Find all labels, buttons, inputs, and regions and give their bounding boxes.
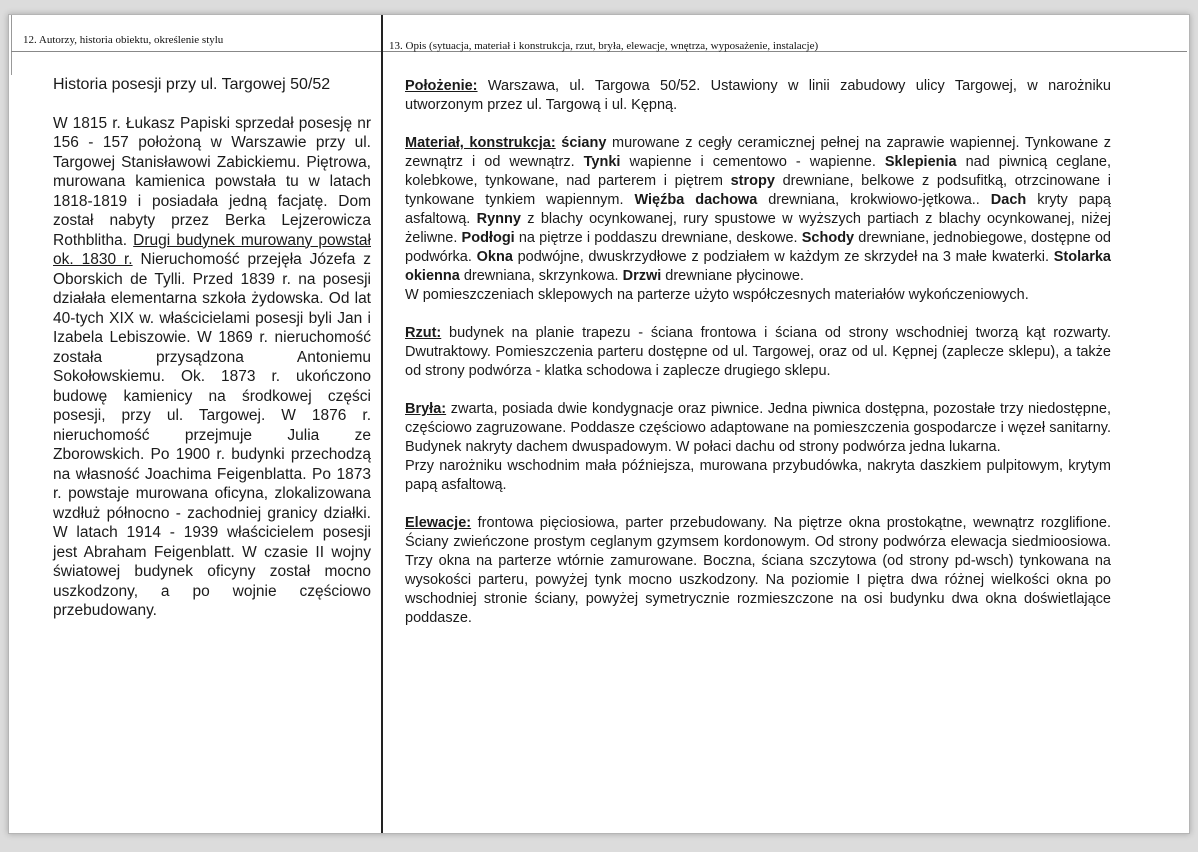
kw-dach: Dach bbox=[990, 192, 1027, 208]
margin-rule bbox=[11, 15, 12, 75]
history-text-2: Nieruchomość przejęła Józefa z Oborskich de Tylli. Przed 1839 r. na posesji działała elementarna szkoła żydowska. Od lat 40-tych XIX w. właścicielami posesji byli Jan i Izabela Lebiszowie. W 1869 r. nieruchomość została przysądzona Antoniemu Sokołowskiemu. Ok. 1873 r. ukończono budowę kamienicy na środkowej części posesji, przy ul. Targowej. W 1876 r. nieruchomość przejmuje Julia ze Zborowskich. Po 1900 r. budynki przechodzą na własność Joachima Feigenblatta. Po 1873 r. powstaje murowana oficyna, zlokalizowana wzdłuż północno - zachodniej granicy działki. W latach 1914 - 1939 właścicielem posesji jest Abraham Feigenblatt. W czasie II wojny światowej budynek oficyny został mocno uszkodzony, a po wojnie częściowo przebudowany. bbox=[53, 251, 371, 619]
kw-stropy: stropy bbox=[730, 173, 775, 189]
section-bryla bbox=[405, 400, 1111, 495]
description-column bbox=[405, 77, 1111, 647]
material-title: Materiał, konstrukcja: bbox=[405, 135, 556, 151]
section-elewacje bbox=[405, 514, 1111, 628]
kw-sciany: ściany bbox=[561, 135, 607, 151]
history-title: Historia posesji przy ul. Targowej 50/52 bbox=[53, 76, 331, 93]
material-extra: W pomieszczeniach sklepowych na parterze użyto współczesnych materiałów wykończeniowych. bbox=[405, 287, 1029, 303]
material-text: podwójne, dwuskrzydłowe z podziałem w każdym ze skrzydeł na 3 małe kwaterki. bbox=[512, 249, 1054, 265]
kw-wiezba: Więźba dachowa bbox=[634, 192, 758, 208]
section-polozenie bbox=[405, 77, 1111, 115]
field-label-12: 12. Autorzy, historia obiektu, określenie stylu bbox=[23, 34, 224, 46]
bryla-title: Bryła: bbox=[405, 401, 447, 417]
bryla-text-2: Przy narożniku wschodnim mała późniejsza, murowana przybudówka, nakryta daszkiem pulpitowym, krytym papą asfaltową. bbox=[405, 458, 1111, 493]
material-text: drewniane, belkowe z podsufitką, otrzcinowane i tynkowane tynkiem wapiennym. bbox=[405, 173, 1111, 208]
history-body bbox=[53, 114, 371, 621]
material-text: drewniane, jednobiegowe, dostępne od podwórka. bbox=[405, 230, 1111, 265]
material-text: drewniane płycinowe. bbox=[661, 268, 804, 284]
polozenie-title: Położenie: bbox=[405, 78, 478, 94]
material-text: wapienne i cementowo - wapienne. bbox=[620, 154, 885, 170]
rzut-title: Rzut: bbox=[405, 325, 442, 341]
field-label-13: 13. Opis (sytuacja, materiał i konstrukcja, rzut, bryła, elewacje, wnętrza, wyposażenie, instalacje) bbox=[389, 40, 819, 52]
column-divider bbox=[381, 15, 383, 833]
kw-drzwi: Drzwi bbox=[622, 268, 662, 284]
bryla-text: zwarta, posiada dwie kondygnacje oraz piwnice. Jedna piwnica dostępna, pozostałe trzy niedostępne, częściowo zagruzowane. Poddasze częściowo adaptowane na pomieszczenia gospodarcze i węzeł sanitarny. Budynek nakryty dachem dwuspadowym. W połaci dachu od strony podwórza jedna lukarna. bbox=[405, 401, 1111, 455]
history-column bbox=[53, 75, 371, 621]
kw-podlogi: Podłogi bbox=[461, 230, 515, 246]
material-text: nad piwnicą ceglane, kolebkowe, tynkowane, nad parterem i piętrem bbox=[405, 154, 1111, 189]
history-text-underlined: Drugi budynek murowany powstał ok. 1830 r. bbox=[53, 231, 371, 268]
history-text-1: W 1815 r. Łukasz Papiski sprzedał posesję nr 156 - 157 położoną w Warszawie przy ul. Targowej Stanisławowi Zabickiemu. Piętrowa, murowana kamienica powstała tu w latach 1818-1819 i posiadała jedną facjatę. Dom został nabyty przez Berka Lejzerowicza Rothblitha. bbox=[53, 114, 371, 249]
material-text: drewniana, skrzynkowa. bbox=[459, 268, 623, 284]
kw-rynny: Rynny bbox=[476, 211, 521, 227]
kw-tynki: Tynki bbox=[583, 154, 621, 170]
kw-schody: Schody bbox=[801, 230, 855, 246]
elewacje-title: Elewacje: bbox=[405, 515, 472, 531]
kw-okna: Okna bbox=[476, 249, 513, 265]
section-material bbox=[405, 134, 1111, 305]
form-sheet bbox=[8, 14, 1190, 834]
kw-sklepienia: Sklepienia bbox=[884, 154, 957, 170]
polozenie-text: Warszawa, ul. Targowa 50/52. Ustawiony w linii zabudowy ulicy Targowej, w narożniku utworzonym przez ul. Targową i ul. Kępną. bbox=[405, 78, 1111, 113]
material-text: drewniana, krokwiowo-jętkowa.. bbox=[757, 192, 991, 208]
kw-stolarka: Stolarka okienna bbox=[405, 249, 1111, 284]
rzut-text: budynek na planie trapezu - ściana frontowa i ściana od strony wschodniej tworzą kąt rozwarty. Dwutraktowy. Pomieszczenia parteru dostępne od ul. Targowej, oraz od ul. Kępnej (zaplecze sklepu), a także od strony podwórza - klatka schodowa i zaplecze drugiego sklepu. bbox=[405, 325, 1111, 379]
section-rzut bbox=[405, 324, 1111, 381]
material-text: na piętrze i poddaszu drewniane, deskowe. bbox=[514, 230, 802, 246]
material-text: kryty papą asfaltową. bbox=[405, 192, 1111, 227]
material-text: murowane z cegły ceramicznej pełnej na zaprawie wapiennej. Tynkowane z zewnątrz i od wewnątrz. bbox=[405, 135, 1112, 170]
material-text: z blachy ocynkowanej, rury spustowe w wyższych partiach z blachy ocynkowanej, niżej żeliwne. bbox=[405, 211, 1111, 246]
elewacje-text: frontowa pięciosiowa, parter przebudowany. Na piętrze okna prostokątne, wewnątrz rozglifione. Ściany zwieńczone prostym ceglanym gzymsem kordonowym. Od strony podwórza elewacja siedmioosiowa. Trzy okna na parterze wtórnie zamurowane. Boczna, ściana szczytowa (od strony pd-wsch) tynkowana na wysokości parteru, powyżej tynk mocno uszkodzony. Na poziomie I piętra dwa różnej wielkości okna po wschodniej stronie ściany, powyżej symetrycznie rozmieszczone na osi budynku dwa okna doświetlające poddasze. bbox=[405, 515, 1111, 626]
